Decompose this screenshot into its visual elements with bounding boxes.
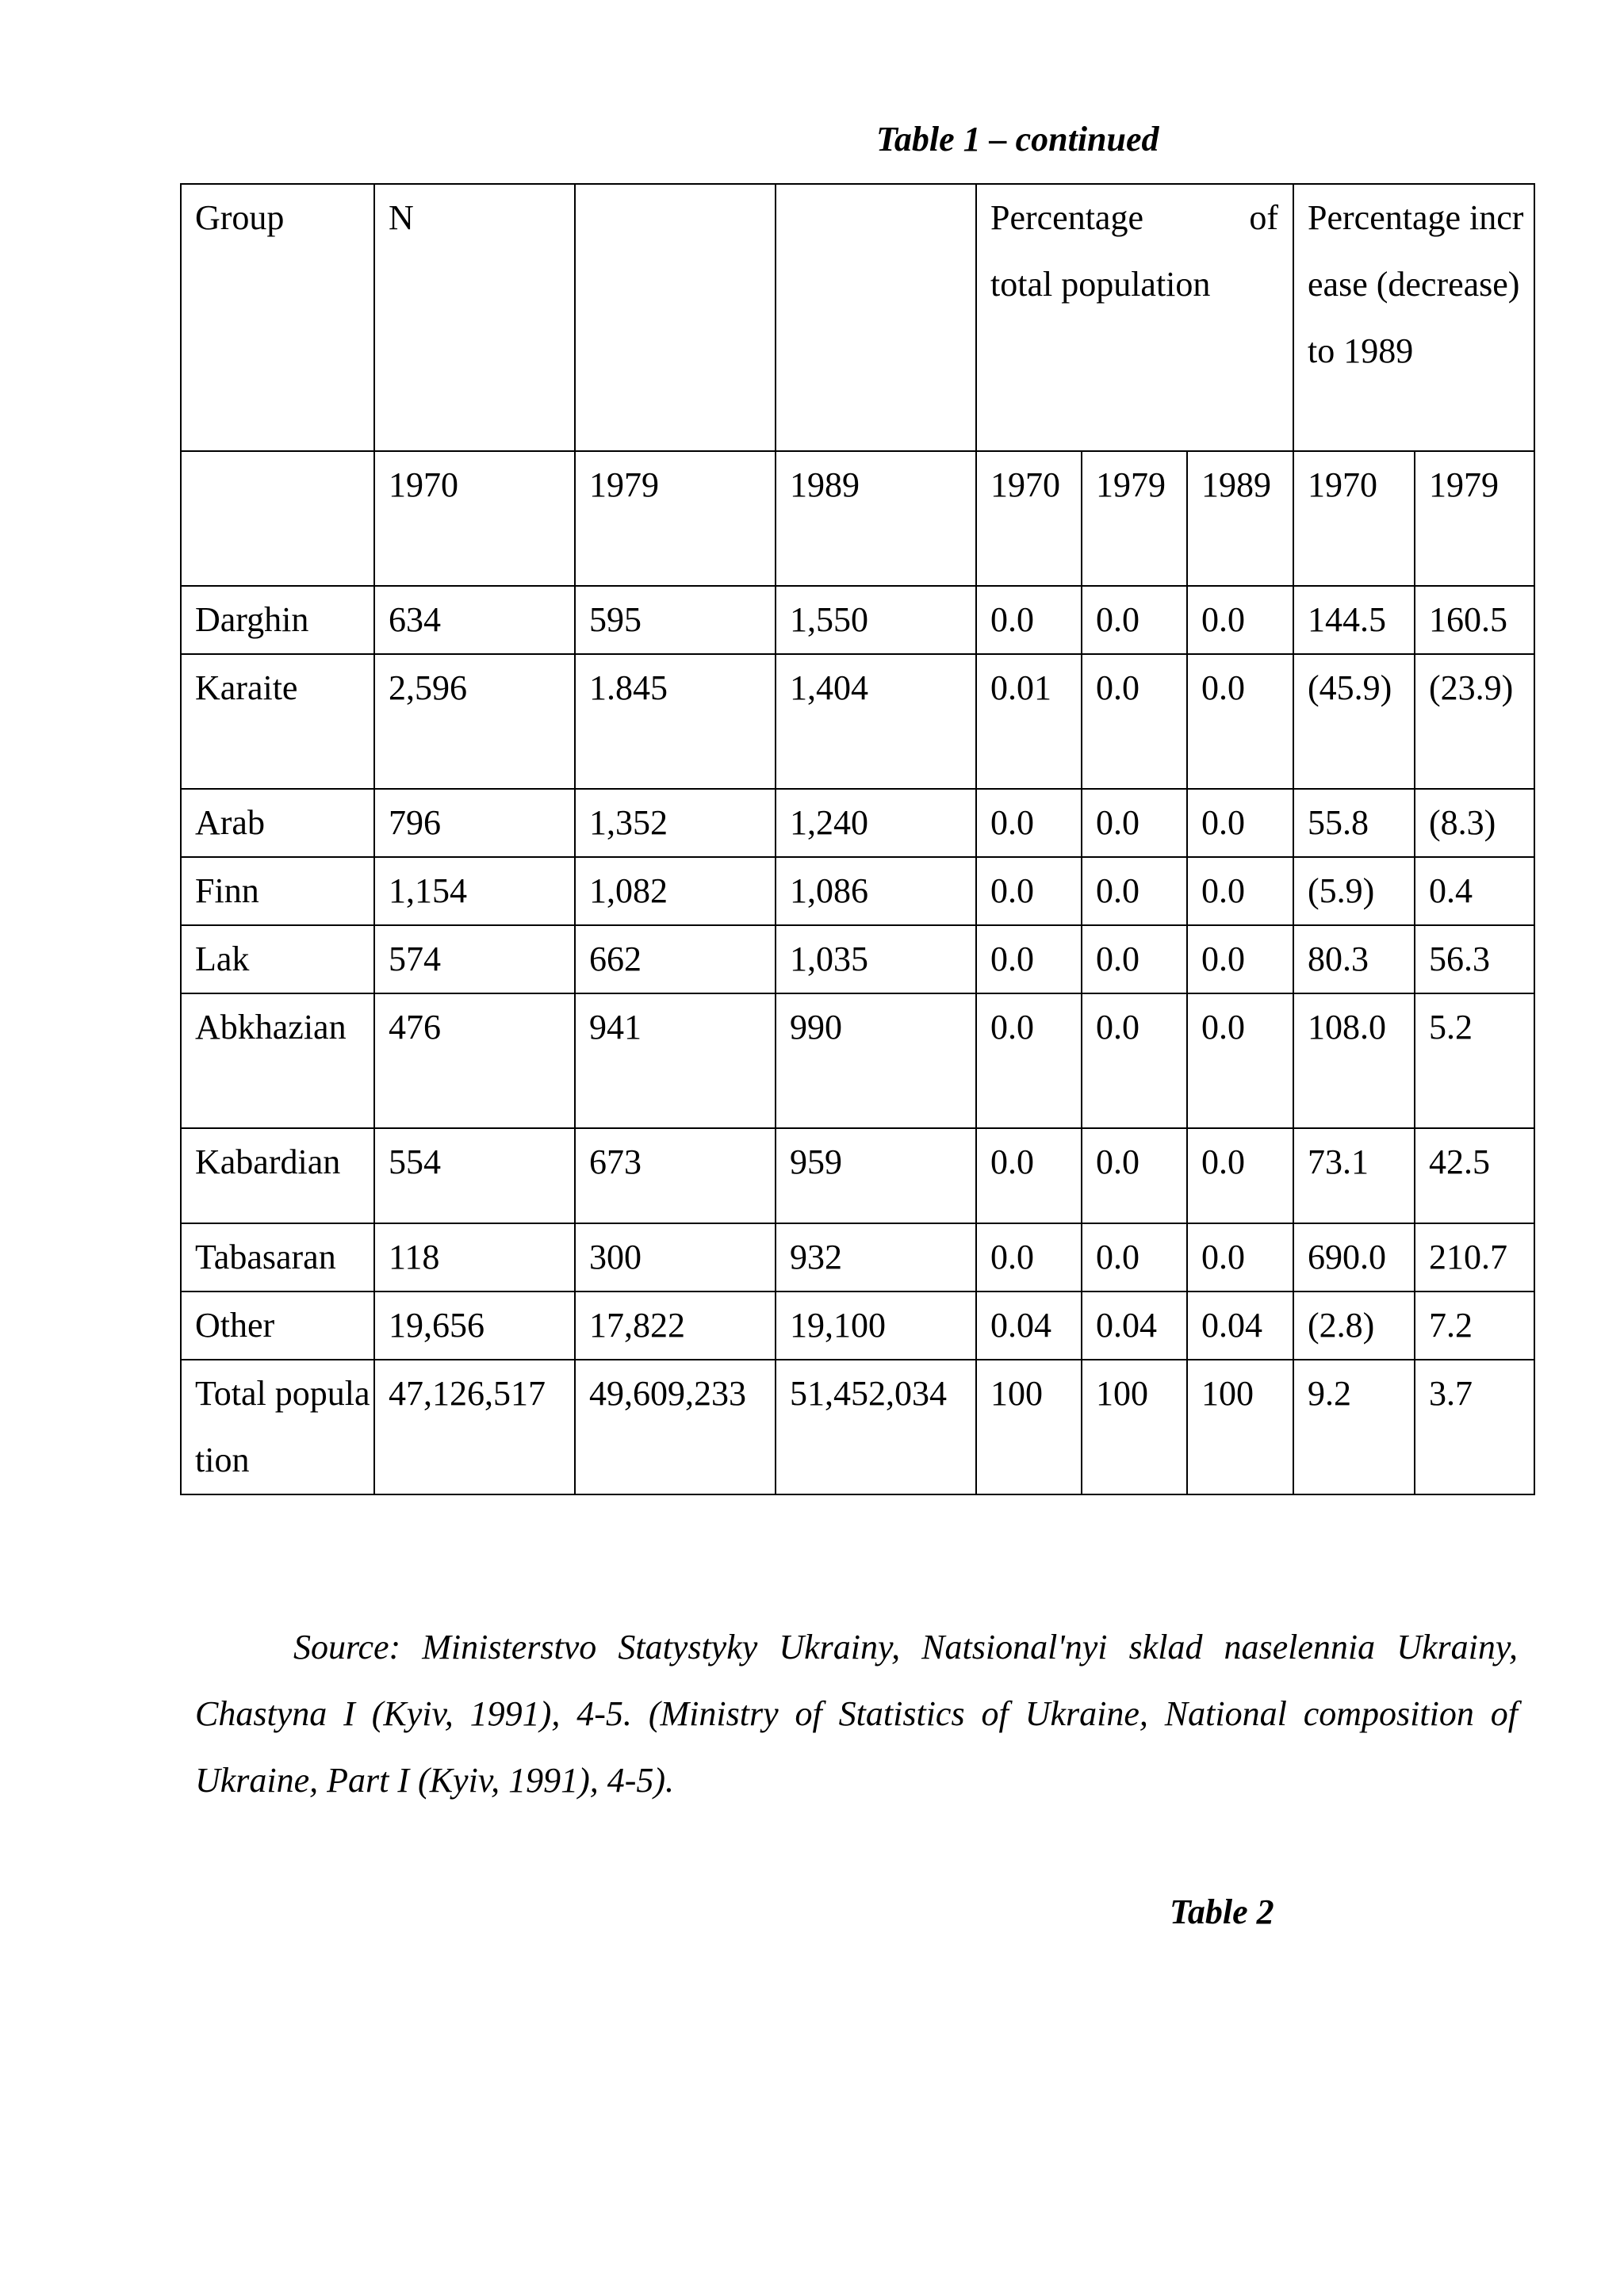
value-cell: 1,352 [575, 789, 776, 857]
value-cell: 0.0 [1187, 1223, 1293, 1292]
value-cell: 0.0 [976, 857, 1082, 925]
value-cell: 0.0 [1187, 654, 1293, 789]
table-row [181, 925, 1534, 993]
value-cell: 0.0 [1187, 993, 1293, 1128]
value-cell: 662 [575, 925, 776, 993]
value-cell: 0.0 [976, 789, 1082, 857]
value-cell: 0.0 [1082, 1223, 1187, 1292]
value-cell: 0.04 [976, 1292, 1082, 1360]
value-cell: 0.0 [976, 993, 1082, 1128]
value-cell: 51,452,034 [776, 1360, 976, 1494]
table-row [181, 993, 1534, 1128]
year-header-cell: 1970 [374, 451, 575, 586]
value-cell: 941 [575, 993, 776, 1128]
value-cell: 5.2 [1415, 993, 1534, 1128]
value-cell: 0.4 [1415, 857, 1534, 925]
value-cell: 17,822 [575, 1292, 776, 1360]
value-cell: 3.7 [1415, 1360, 1534, 1494]
value-cell: (2.8) [1293, 1292, 1415, 1360]
value-cell: 0.0 [1187, 857, 1293, 925]
year-header-cell: 1970 [976, 451, 1082, 586]
year-header-cell: 1989 [776, 451, 976, 586]
value-cell: 100 [1187, 1360, 1293, 1494]
value-cell: 1,240 [776, 789, 976, 857]
table-row [181, 1128, 1534, 1223]
group-name-cell: Abkhazian [181, 993, 374, 1128]
header-group: Group [181, 184, 374, 451]
group-name-cell: Arab [181, 789, 374, 857]
value-cell: 634 [374, 586, 575, 654]
table-row [181, 654, 1534, 789]
value-cell: 673 [575, 1128, 776, 1223]
value-cell: 1,035 [776, 925, 976, 993]
value-cell: 100 [1082, 1360, 1187, 1494]
value-cell: 108.0 [1293, 993, 1415, 1128]
value-cell: 55.8 [1293, 789, 1415, 857]
value-cell: 300 [575, 1223, 776, 1292]
value-cell: 2,596 [374, 654, 575, 789]
value-cell: 959 [776, 1128, 976, 1223]
table-row [181, 1223, 1534, 1292]
value-cell: 554 [374, 1128, 575, 1223]
value-cell: 0.0 [1082, 586, 1187, 654]
value-cell: 0.0 [976, 925, 1082, 993]
table-year-row [181, 451, 1534, 586]
value-cell: 932 [776, 1223, 976, 1292]
header-empty-cell [776, 184, 976, 451]
table-row [181, 586, 1534, 654]
value-cell: (45.9) [1293, 654, 1415, 789]
value-cell: 690.0 [1293, 1223, 1415, 1292]
year-header-cell: 1970 [1293, 451, 1415, 586]
value-cell: 118 [374, 1223, 575, 1292]
value-cell: 49,609,233 [575, 1360, 776, 1494]
value-cell: 0.01 [976, 654, 1082, 789]
value-cell: 0.0 [1082, 789, 1187, 857]
group-name-cell: Kabardian [181, 1128, 374, 1223]
year-header-cell: 1979 [575, 451, 776, 586]
value-cell: 0.0 [1187, 789, 1293, 857]
value-cell: 796 [374, 789, 575, 857]
value-cell: 47,126,517 [374, 1360, 575, 1494]
source-note: Source: Ministerstvo Statystyky Ukrainy, Natsional'nyi sklad naselennia Ukrainy, Chastyna I (Kyiv, 1991), 4-5. (Ministry of Statistics of Ukraine, National composition of Ukraine, Part I (Kyiv, 1991), 4-5). [195, 1628, 1518, 1800]
value-cell: 1,082 [575, 857, 776, 925]
value-cell: 1,550 [776, 586, 976, 654]
value-cell: 160.5 [1415, 586, 1534, 654]
group-name-cell: Finn [181, 857, 374, 925]
value-cell: 0.0 [976, 586, 1082, 654]
value-cell: (8.3) [1415, 789, 1534, 857]
value-cell: 0.04 [1082, 1292, 1187, 1360]
group-name-cell: Other [181, 1292, 374, 1360]
table-row [181, 1360, 1534, 1494]
value-cell: 100 [976, 1360, 1082, 1494]
year-empty-cell [181, 451, 374, 586]
group-name-cell: Tabasaran [181, 1223, 374, 1292]
value-cell: 19,656 [374, 1292, 575, 1360]
header-percentage-total: Percentage of total population [976, 184, 1293, 451]
value-cell: 7.2 [1415, 1292, 1534, 1360]
header-percentage-increase: Percentage increase (decrease) to 1989 [1293, 184, 1534, 451]
value-cell: 80.3 [1293, 925, 1415, 993]
header-empty-cell [575, 184, 776, 451]
value-cell: 574 [374, 925, 575, 993]
year-header-cell: 1979 [1415, 451, 1534, 586]
value-cell: 1,154 [374, 857, 575, 925]
table-1-caption: Table 1 – continued [876, 120, 1159, 159]
value-cell: 0.0 [976, 1128, 1082, 1223]
value-cell: 1.845 [575, 654, 776, 789]
value-cell: (23.9) [1415, 654, 1534, 789]
year-header-cell: 1979 [1082, 451, 1187, 586]
value-cell: 19,100 [776, 1292, 976, 1360]
value-cell: 0.0 [976, 1223, 1082, 1292]
table-header-row [181, 184, 1534, 451]
value-cell: 595 [575, 586, 776, 654]
value-cell: 73.1 [1293, 1128, 1415, 1223]
value-cell: 210.7 [1415, 1223, 1534, 1292]
value-cell: 0.0 [1082, 1128, 1187, 1223]
value-cell: 42.5 [1415, 1128, 1534, 1223]
value-cell: 990 [776, 993, 976, 1128]
value-cell: 144.5 [1293, 586, 1415, 654]
population-table [180, 183, 1535, 1495]
value-cell: 0.0 [1082, 993, 1187, 1128]
value-cell: 1,086 [776, 857, 976, 925]
group-name-cell: Darghin [181, 586, 374, 654]
value-cell: 0.04 [1187, 1292, 1293, 1360]
table-row [181, 857, 1534, 925]
value-cell: 1,404 [776, 654, 976, 789]
table-row [181, 789, 1534, 857]
value-cell: 476 [374, 993, 575, 1128]
table-row [181, 1292, 1534, 1360]
value-cell: 9.2 [1293, 1360, 1415, 1494]
group-name-cell: Total population [181, 1360, 374, 1494]
value-cell: 0.0 [1082, 654, 1187, 789]
value-cell: 0.0 [1187, 925, 1293, 993]
group-name-cell: Karaite [181, 654, 374, 789]
value-cell: 0.0 [1187, 1128, 1293, 1223]
group-name-cell: Lak [181, 925, 374, 993]
value-cell: 0.0 [1187, 586, 1293, 654]
table-2-caption: Table 2 [1170, 1892, 1274, 1931]
value-cell: 0.0 [1082, 857, 1187, 925]
year-header-cell: 1989 [1187, 451, 1293, 586]
value-cell: 0.0 [1082, 925, 1187, 993]
value-cell: (5.9) [1293, 857, 1415, 925]
header-n: N [374, 184, 575, 451]
value-cell: 56.3 [1415, 925, 1534, 993]
